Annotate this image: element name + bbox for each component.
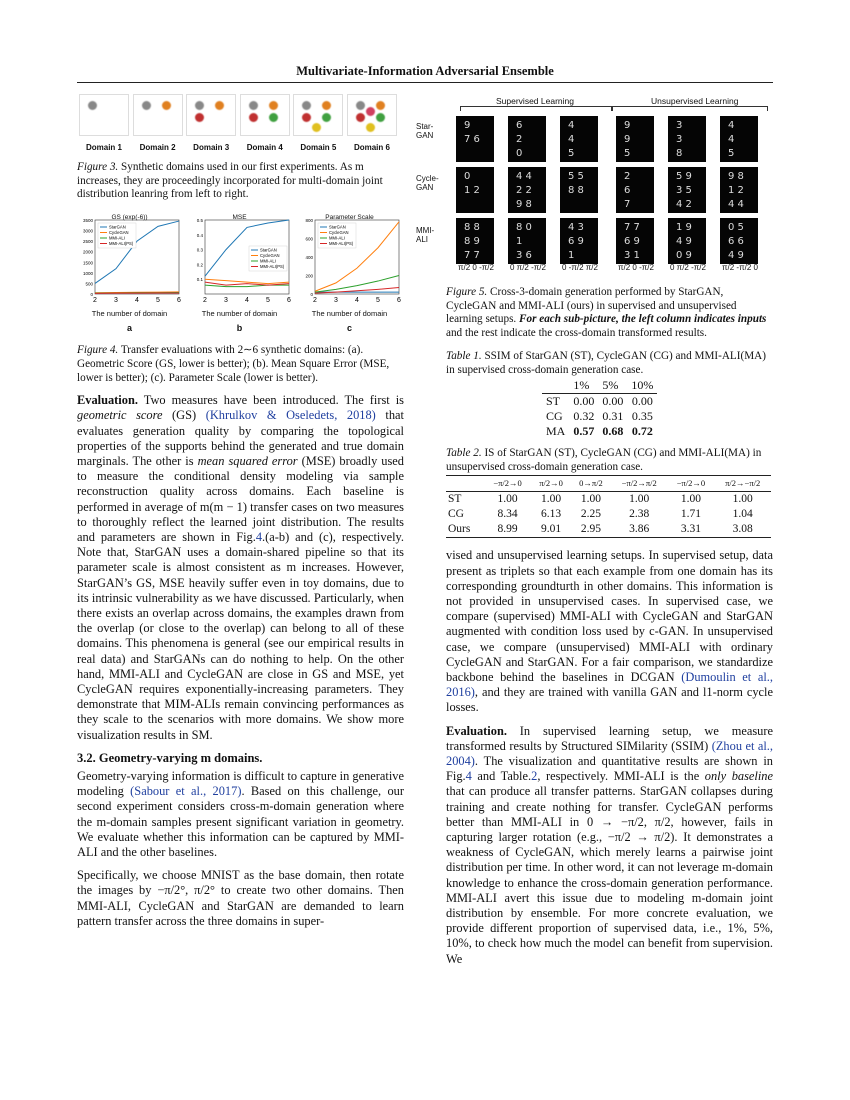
citation-zhou[interactable]: (Zhou et al., 2004) [446, 738, 773, 769]
domain-scatter-image [133, 94, 183, 136]
digit-image: 4 4 5 [720, 116, 758, 162]
angle-label: 0 π/2 -π/2 [510, 263, 546, 272]
series-line [205, 279, 289, 283]
evaluation-paragraph-right: Evaluation. In supervised learning setup, we measure transformed results by Structured SIMilarity (SSIM) (Zhou et al., 2004). The visualization and quantitative results are shown in Fig.4 and Table.2, respectively. MMI-ALI is the only baseline that can produce all transfer patterns. StarGAN collapses during training and create nothing for transfer. CycleGAN performs better than MMI-ALI in 0 → −π/2, π/2, however, fails in capturing larger rotation (e.g., −π/2 → π/2). It demonstrates a weakness of CycleGAN, which merely learns a pairwise joint distribution per time. In other word, it can not leverage m-domain knowledge to enhance the cross-domain generation performance. MMI-ALI avert this issue due to modeling m-domain joint distribution by ensemble. For more concrete evaluation, we provide different proportion of supervised data, i.e., 1%, 5%, 10%, to check how much the model can benefit from supervision. We [446, 723, 773, 966]
digit-image: 2 6 7 [616, 167, 654, 213]
domain-panel [293, 94, 343, 155]
figure-3-caption: Figure 3. Synthetic domains used in our first experiments. As m increases, they are proceedingly incorporated for multi-domain joint distribution leanring from left to right. [77, 161, 383, 201]
digit-image: 8 0 1 3 6 [508, 218, 546, 264]
figure-4-charts [77, 210, 402, 336]
chart-title: GS (exp(-6)) [111, 213, 148, 221]
domain-panel [186, 94, 236, 155]
angle-label: 0 -π/2 π/2 [562, 263, 598, 272]
domain-label: Domain 2 [139, 143, 176, 152]
figure-4-caption: Figure 4. Transfer evaluations with 2∼6 synthetic domains: (a). Geometric Score (GS, lower is better); (b). Mean Square Error (MSE, lower is better); (c). Parameter Scale (lower is better). [77, 344, 390, 384]
svg-text:0.4: 0.4 [196, 232, 203, 238]
figure-3 [77, 94, 404, 202]
digit-image: 9 7 6 [456, 116, 494, 162]
domain-label: Domain 6 [353, 143, 390, 152]
svg-text:CycleGAN: CycleGAN [109, 229, 129, 235]
digit-image: 3 3 8 [668, 116, 706, 162]
svg-text:2: 2 [203, 296, 207, 304]
table-row: ST 0.00 0.00 0.00 [542, 393, 657, 409]
chart-title: Parameter Scale [325, 213, 374, 221]
column-header [446, 475, 484, 491]
series-line [205, 285, 289, 286]
domain-scatter-image [240, 94, 290, 136]
digit-image: 9 8 1 2 4 4 [720, 167, 758, 213]
digit-image: 7 7 6 9 3 1 [616, 218, 654, 264]
citation-dumoulin[interactable]: (Dumoulin et al., 2016) [446, 670, 773, 700]
section-paragraph-1: Geometry-varying information is difficult to capture in generative modeling (Sabour et al., 2017). Based on this challenge, our second experiment considers cross-m-domain generation where the m-domain samples present significant variation in geometry. We evaluate whether this information can be captured by MMI-ALI and the other baselines. [77, 769, 404, 860]
chart-title: MSE [232, 213, 247, 221]
svg-text:0.1: 0.1 [196, 277, 203, 283]
column-header: −π/2→0 [484, 475, 531, 491]
digit-image: 9 9 5 [616, 116, 654, 162]
chart-xlabel: The number of domain [91, 308, 168, 318]
row-label: Star-GAN [416, 122, 434, 140]
digit-image: 8 8 8 9 7 7 [456, 218, 494, 264]
column-header: 5% [602, 377, 619, 392]
panel-letter: a [126, 323, 132, 334]
digit-image: 0 5 6 6 4 9 [720, 218, 758, 264]
citation-khrulkov[interactable]: (Khrulkov & Oseledets, 2018) [205, 408, 376, 423]
svg-text:CycleGAN: CycleGAN [329, 229, 349, 235]
svg-text:5: 5 [156, 296, 160, 304]
digit-image: 6 2 0 [508, 116, 546, 162]
svg-text:5: 5 [376, 296, 380, 304]
svg-text:500: 500 [85, 281, 93, 287]
line-chart [77, 210, 182, 336]
setup-paragraph: vised and unsupervised learning setups. In supervised setup, data present as triplets so that each example from one domain has its corresponding groundturth in other domains. This information is not provided in unsupervised cases. In supervised case, we compare (supervised) MMI-ALI with CycleGAN and StarGAN augmented with condition loss used by c-GAN. In unsupervised case, we compare (unsupervised) MMI-ALI with ordinary CycleGAN and StarGAN. For a fair comparison, we standardize backbone behind the baselines in DCGAN (Dumoulin et al., 2016), and they are trained with vanilla GAN and l1-norm cycle losses. [446, 548, 773, 715]
domain-panel [240, 94, 290, 155]
svg-text:3000: 3000 [82, 228, 93, 234]
svg-text:1500: 1500 [82, 260, 93, 266]
svg-text:0.2: 0.2 [196, 262, 203, 268]
chart-xlabel: The number of domain [201, 308, 278, 318]
right-column [416, 94, 773, 967]
column-header: π/2→0 [531, 475, 571, 491]
table-2 [446, 475, 771, 539]
svg-text:2: 2 [93, 296, 97, 304]
column-header: 1% [573, 377, 590, 392]
svg-text:MMI-ALI: MMI-ALI [260, 258, 276, 264]
column-header: 10% [631, 377, 654, 392]
svg-text:3: 3 [224, 296, 228, 304]
svg-text:3500: 3500 [82, 217, 93, 223]
svg-text:0.5: 0.5 [196, 217, 203, 223]
svg-text:6: 6 [397, 296, 401, 304]
svg-text:0.3: 0.3 [196, 247, 203, 253]
domain-scatter-image [79, 94, 129, 136]
running-title: Multivariate-Information Adversarial Ensemble [296, 64, 554, 78]
angle-label: π/2 0 -π/2 [618, 263, 654, 272]
svg-text:2500: 2500 [82, 239, 93, 245]
table-1-caption: Table 1. SSIM of StarGAN (ST), CycleGAN (CG) and MMI-ALI(MA) in supervised cross-domain generation case. [446, 350, 766, 376]
svg-text:0: 0 [90, 291, 93, 297]
svg-text:4: 4 [135, 296, 139, 304]
chart-xlabel: The number of domain [311, 308, 388, 318]
table-row: Ours 8.99 9.01 2.95 3.86 3.31 3.08 [446, 522, 771, 538]
domain-label: Domain 3 [193, 143, 230, 152]
group-label-unsupervised: Unsupervised Learning [651, 96, 739, 106]
section-paragraph-2: Specifically, we choose MNIST as the base domain, then rotate the images by −π/2°, π/2° to create two other domains. Then MMI-ALI, CycleGAN and StarGAN are demanded to learn pattern transfer across the three domains in super- [77, 868, 404, 928]
digit-image: 4 4 5 [560, 116, 598, 162]
table-2-caption: Table 2. IS of StarGAN (ST), CycleGAN (CG) and MMI-ALI(MA) in unsupervised cross-domain generation case. [446, 447, 762, 473]
svg-text:2: 2 [313, 296, 317, 304]
digit-image: 1 9 4 9 0 9 [668, 218, 706, 264]
section-heading: 3.2. Geometry-varying m domains. [77, 750, 263, 765]
domain-panel [133, 94, 183, 155]
digit-image: 4 4 2 2 9 8 [508, 167, 546, 213]
table-row: CG 0.32 0.31 0.35 [546, 408, 653, 423]
svg-text:1000: 1000 [82, 270, 93, 276]
column-header: −π/2→π/2 [611, 475, 668, 491]
column-header: −π/2→0 [668, 475, 715, 491]
row-label: Cycle-GAN [416, 174, 439, 192]
group-bracket [612, 106, 768, 111]
domain-panel [79, 94, 129, 155]
svg-text:StarGAN: StarGAN [109, 224, 126, 230]
svg-text:MMI-ALI(PS): MMI-ALI(PS) [109, 240, 134, 246]
digit-image: 4 3 6 9 1 [560, 218, 598, 264]
svg-text:StarGAN: StarGAN [329, 224, 346, 230]
svg-text:StarGAN: StarGAN [260, 247, 277, 253]
domain-panel [347, 94, 397, 155]
digit-image: 5 9 3 5 4 2 [668, 167, 706, 213]
column-header: 0→π/2 [571, 475, 611, 491]
svg-text:5: 5 [266, 296, 270, 304]
svg-text:MMI-ALI: MMI-ALI [109, 235, 125, 241]
svg-text:6: 6 [287, 296, 291, 304]
figure-4-link-right[interactable]: 4 [465, 769, 472, 784]
svg-text:MMI-ALI(PS): MMI-ALI(PS) [329, 240, 354, 246]
panel-letter: c [346, 323, 352, 334]
svg-text:6: 6 [177, 296, 181, 304]
angle-label: 0 π/2 -π/2 [670, 263, 706, 272]
domain-label: Domain 4 [246, 143, 283, 152]
domain-scatter-image [347, 94, 397, 136]
table-row: CG 8.34 6.13 2.25 2.38 1.71 1.04 [448, 507, 753, 520]
svg-text:4: 4 [245, 296, 249, 304]
panel-letter: b [236, 323, 243, 334]
group-bracket [460, 106, 612, 111]
line-chart [297, 210, 402, 336]
svg-text:3: 3 [334, 296, 338, 304]
svg-text:800: 800 [305, 217, 313, 223]
table-1 [542, 378, 657, 440]
column-header: π/2→−π/2 [714, 475, 771, 491]
citation-sabour[interactable]: (Sabour et al., 2017) [130, 784, 242, 799]
svg-text:600: 600 [305, 236, 313, 242]
svg-text:2000: 2000 [82, 249, 93, 255]
domain-scatter-image [293, 94, 343, 136]
digit-image: 5 5 8 8 [560, 167, 598, 213]
figure-4-link[interactable]: 4 [255, 530, 263, 544]
svg-text:0: 0 [310, 291, 313, 297]
svg-text:200: 200 [305, 273, 313, 279]
domain-label: Domain 1 [85, 143, 122, 152]
group-label-supervised: Supervised Learning [496, 96, 574, 106]
domain-images-row [79, 94, 397, 155]
series-line [315, 275, 399, 292]
svg-text:4: 4 [355, 296, 359, 304]
header-rule [77, 82, 773, 83]
evaluation-paragraph: Evaluation. Two measures have been introduced. The first is geometric score (GS) (Khrulkov & Oseledets, 2018) that evaluates generation quality by comparing the topological properties of the supports behind the generated and true domain marginals. The other is mean squared error (MSE) broadly used to measure the conditional density modeling via sample reconstruction quality across domains. Each baseline is performed in average of m(m − 1) transfer cases on two measures to thoroughly reflect the learned joint distribution. The results and parameters are shown in Fig.4.(a-b) and (c), respectively. Note that, StarGAN uses a domain-shared pipeline so that its parameter scale is almost consistent as m increases. However, StarGAN’s GS, MSE heavily suffer even in toy domains, due to its intrinsic vulnerability as we have discussed. Particularly, when there exists an overlap across domains, the examples drawn from the overlap (or close to the overlap) can belong to all of these domains. This phenomena is general (see our empirical results in real data) and StarGANs can do nothing to help. On the other hand, MMI-ALI and CycleGAN are close in GS and MSE, yet CycleGAN requires exponentially-increasing parameters. They demonstrate that MIM-ALIs remain convincing performances as they scale to the scenarios with more domains. We show more visualization results in SM. [77, 393, 405, 742]
table-row: MA 0.57 0.68 0.72 [546, 424, 653, 439]
row-label: MMI-ALI [416, 226, 435, 244]
angle-label: π/2 -π/2 0 [722, 263, 758, 272]
column-header [542, 378, 569, 394]
figure-5-grid [416, 94, 773, 284]
svg-text:400: 400 [305, 254, 313, 260]
digit-image: 0 1 2 [456, 167, 494, 213]
svg-text:MMI-ALI: MMI-ALI [329, 235, 345, 241]
line-chart [187, 210, 292, 336]
left-column [77, 94, 404, 929]
domain-scatter-image [186, 94, 236, 136]
domain-label: Domain 5 [300, 143, 337, 152]
svg-text:CycleGAN: CycleGAN [260, 252, 280, 258]
table-2-link[interactable]: 2 [531, 769, 538, 784]
figure-5-caption: Figure 5. Cross-3-domain generation performed by StarGAN, CycleGAN and MMI-ALI (ours) in supervised and unsupervised learning setups. For each sub-picture, the left column indicates inputs and the rest indicate the cross-domain transformed results. [446, 286, 767, 339]
svg-text:MMI-ALI(PS): MMI-ALI(PS) [260, 263, 285, 269]
angle-label: π/2 0 -π/2 [458, 263, 494, 272]
table-row: ST 1.00 1.00 1.00 1.00 1.00 1.00 [448, 492, 753, 505]
svg-text:3: 3 [114, 296, 118, 304]
